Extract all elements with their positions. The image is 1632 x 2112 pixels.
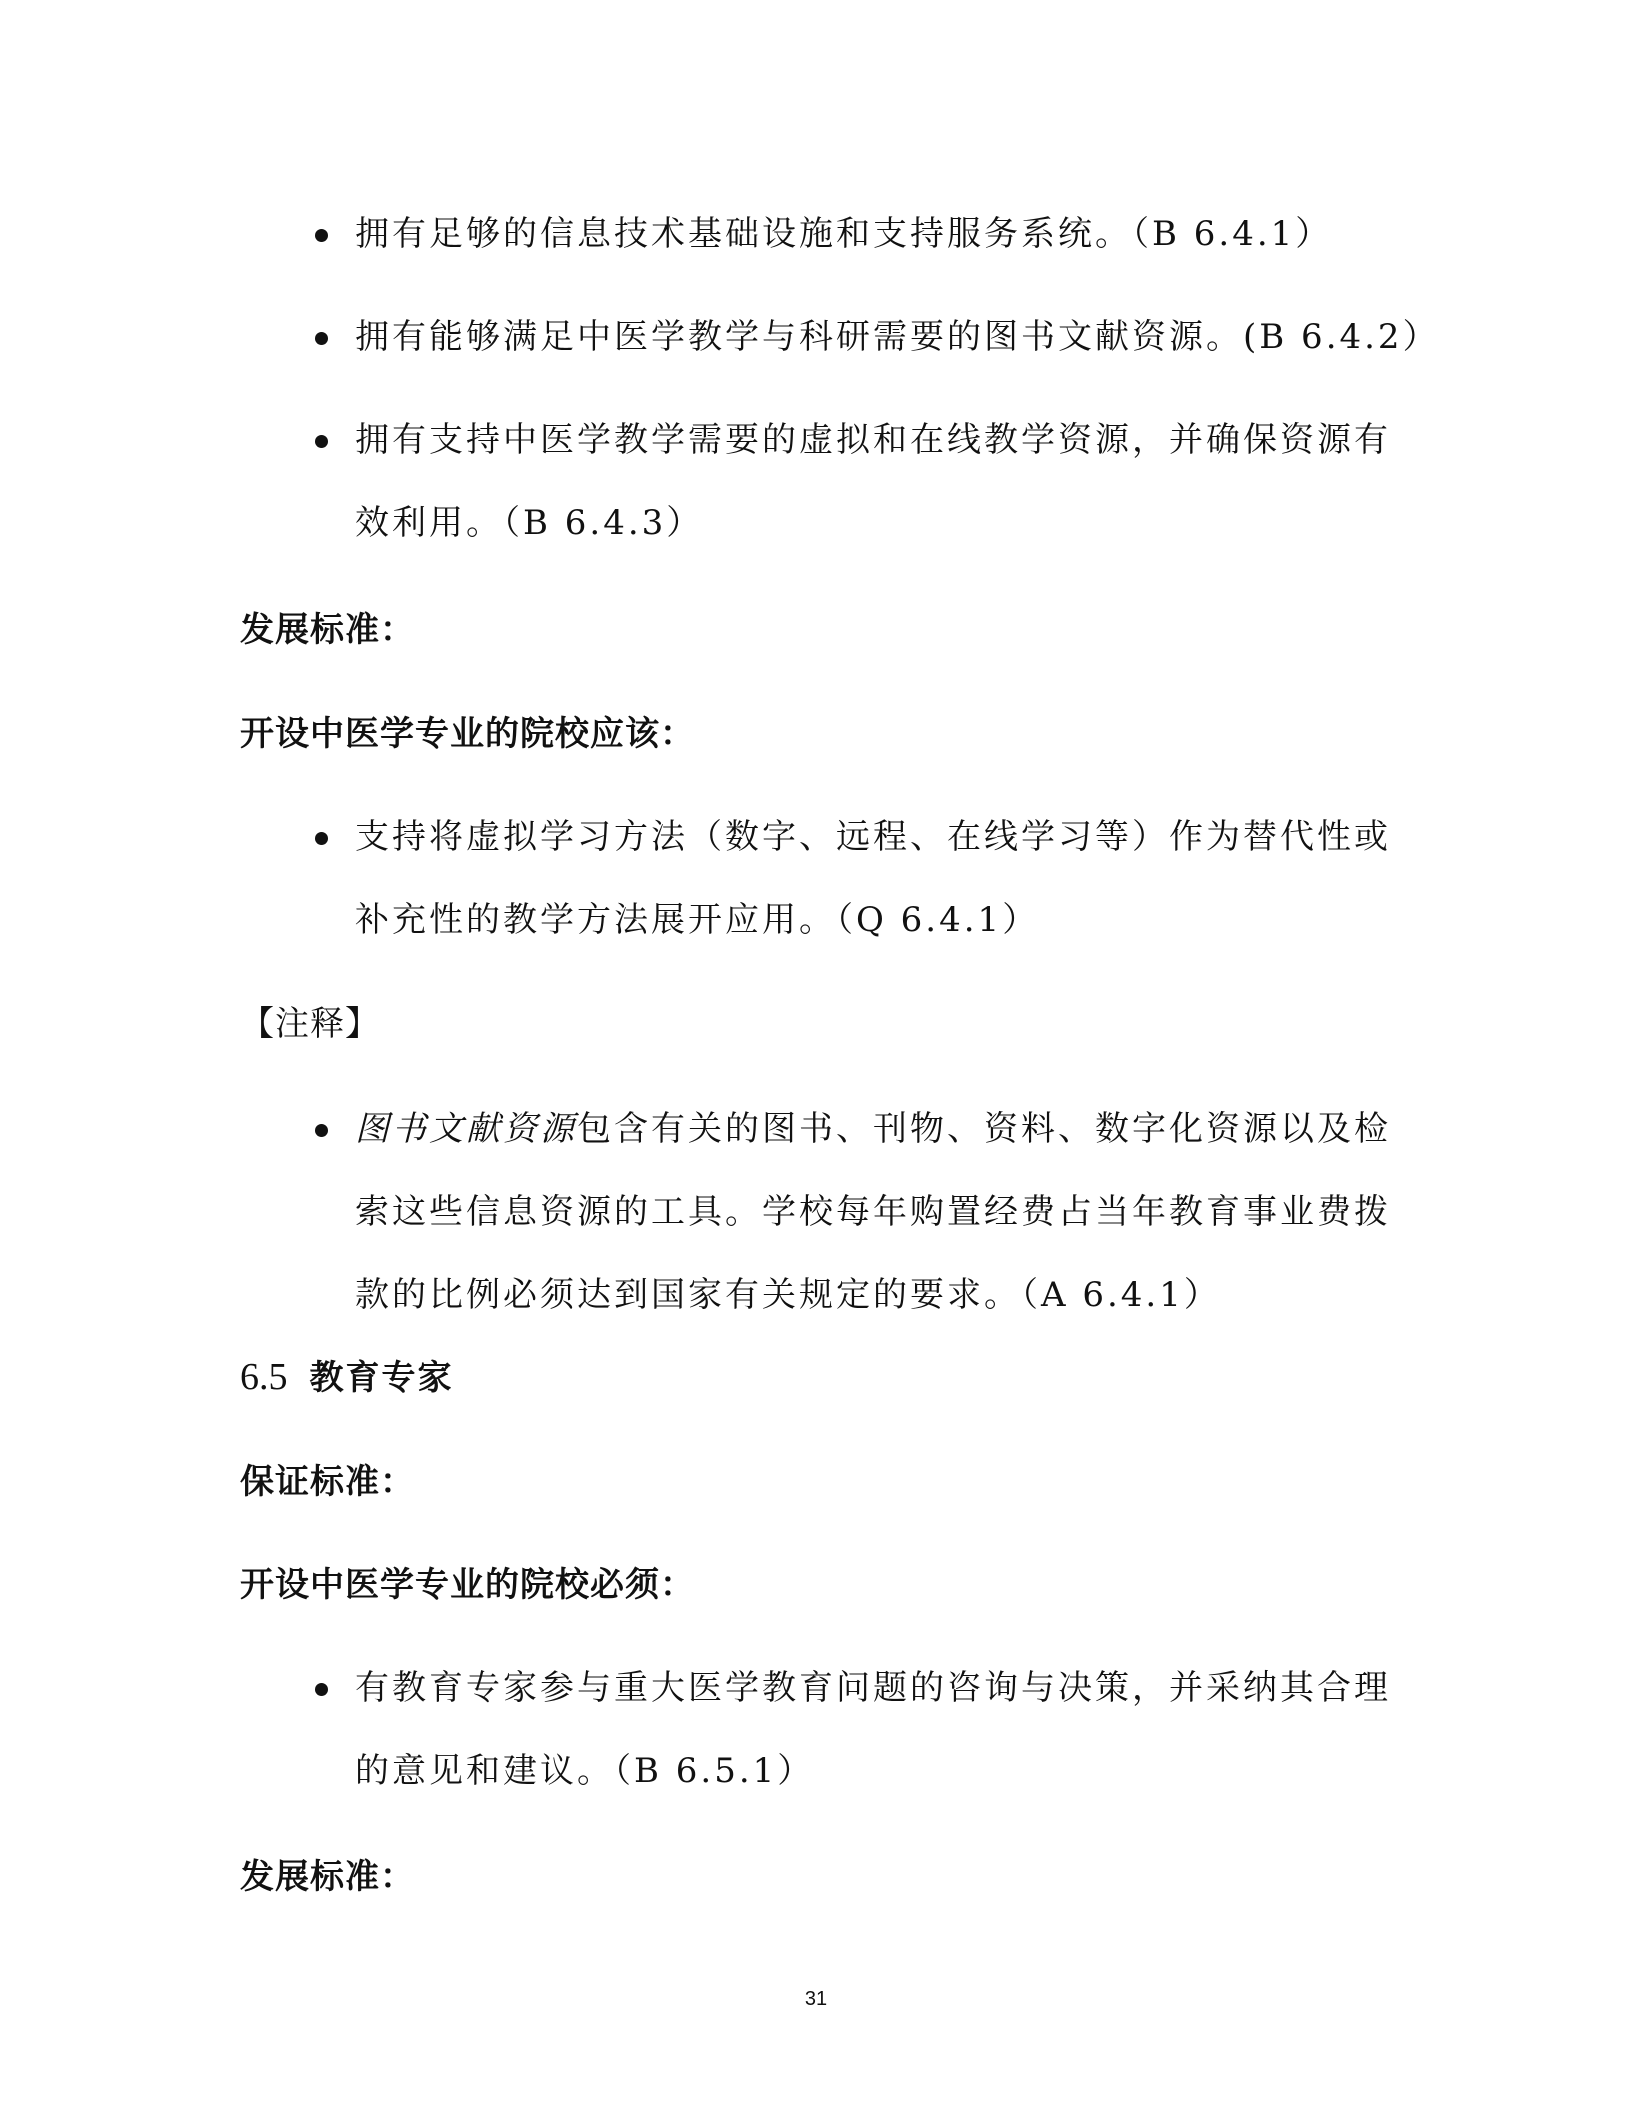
list-item: 拥有足够的信息技术基础设施和支持服务系统。（B 6.4.1）	[355, 214, 1333, 254]
bullet-icon	[315, 435, 328, 448]
list-item: 有教育专家参与重大医学教育问题的咨询与决策，并采纳其合理	[355, 1668, 1391, 1708]
list-item: 支持将虚拟学习方法（数字、远程、在线学习等）作为替代性或	[355, 817, 1391, 857]
bullet-icon	[315, 1683, 328, 1696]
page-number: 31	[804, 1988, 828, 2010]
heading-institutions-must: 开设中医学专业的院校必须：	[240, 1565, 695, 1605]
list-item-continuation: 索这些信息资源的工具。学校每年购置经费占当年教育事业费拨	[355, 1192, 1391, 1232]
section-number: 6.5	[240, 1356, 288, 1398]
list-item-continuation: 补充性的教学方法展开应用。（Q 6.4.1）	[355, 900, 1040, 940]
section-heading	[240, 1357, 454, 1398]
bullet-icon	[315, 1124, 328, 1137]
list-item	[355, 1109, 1391, 1149]
note-heading: 【注释】	[240, 1004, 380, 1044]
heading-institutions-should: 开设中医学专业的院校应该：	[240, 714, 695, 754]
list-item-text: 包含有关的图书、刊物、资料、数字化资源以及检	[577, 1109, 1391, 1149]
list-item-continuation: 的意见和建议。（B 6.5.1）	[355, 1751, 815, 1791]
term-library-resources: 图书文献资源	[355, 1109, 577, 1149]
bullet-icon	[315, 229, 328, 242]
list-item-continuation: 效利用。（B 6.4.3）	[355, 503, 704, 543]
bullet-icon	[315, 332, 328, 345]
heading-development-standards: 发展标准：	[240, 1857, 415, 1897]
list-item: 拥有能够满足中医学教学与科研需要的图书文献资源。(B 6.4.2）	[355, 317, 1440, 357]
list-item: 拥有支持中医学教学需要的虚拟和在线教学资源，并确保资源有	[355, 420, 1391, 460]
section-title: 教育专家	[309, 1358, 454, 1398]
bullet-icon	[315, 832, 328, 845]
list-item-continuation: 款的比例必须达到国家有关规定的要求。（A 6.4.1）	[355, 1275, 1221, 1315]
heading-development-standards: 发展标准：	[240, 610, 415, 650]
heading-guarantee-standards: 保证标准：	[240, 1462, 415, 1502]
